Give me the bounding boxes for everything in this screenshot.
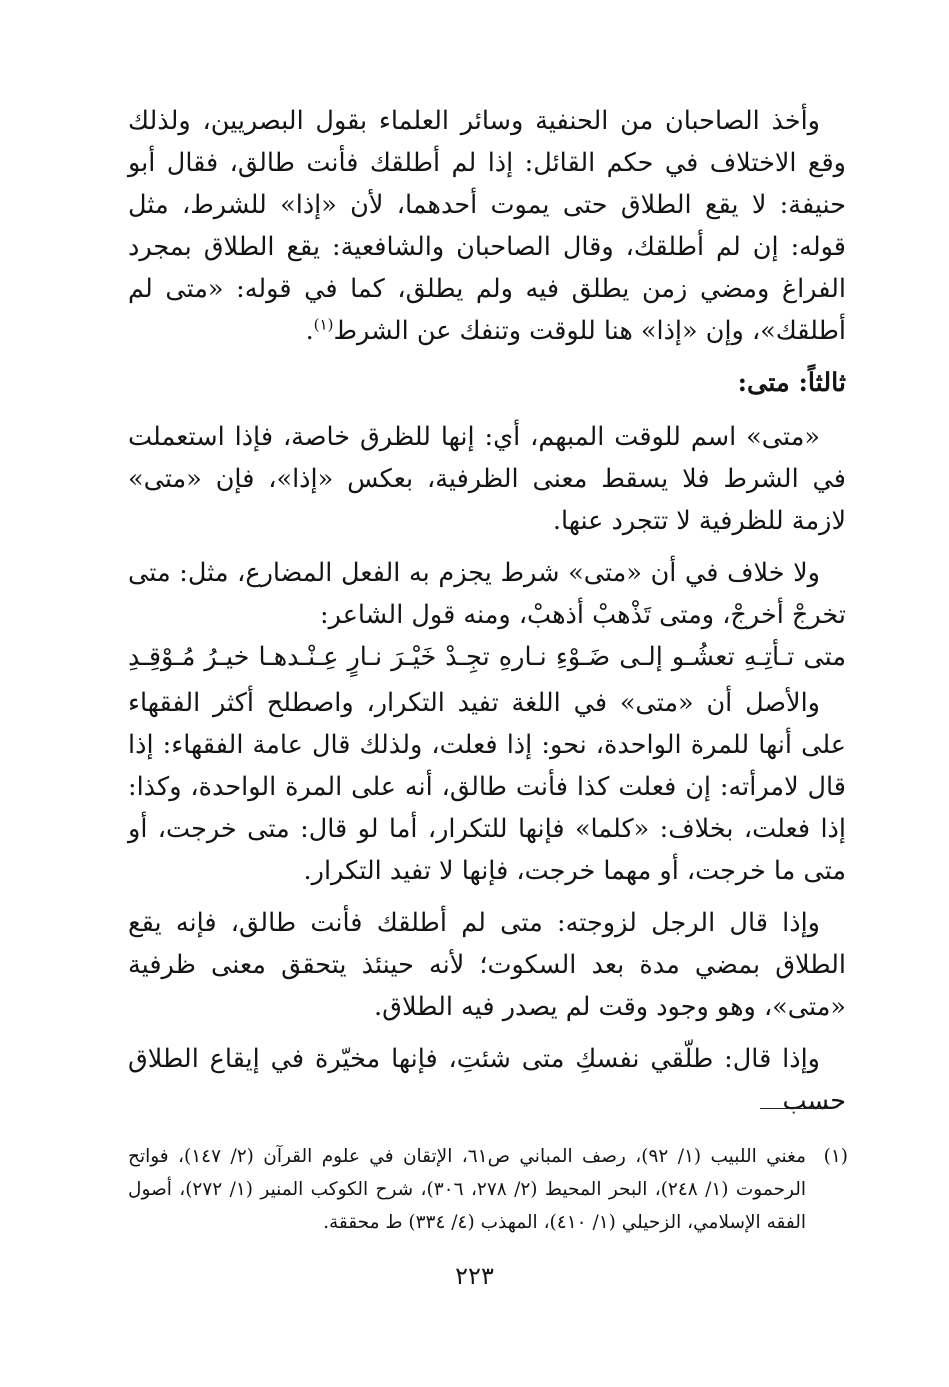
footnote-separator: [760, 1108, 830, 1109]
paragraph-2: «متى» اسم للوقت المبهم، أي: إنها للظرق خاصة، فإذا استعملت في الشرط فلا يسقط معنى الظرفية، بعكس «إذا»، فإن «متى» لازمة للظرفية لا تتجرد عنها.: [128, 422, 846, 536]
footnote-ref: (١): [313, 315, 334, 334]
page-number: ٢٢٣: [455, 1262, 494, 1290]
paragraph-6: وإذا قال: طلّقي نفسكِ متى شئتِ، فإنها مخيّرة في إيقاع الطلاق حسب: [128, 1044, 846, 1116]
paragraph-1-text: وأخذ الصاحبان من الحنفية وسائر العلماء بقول البصريين، ولذلك وقع الاختلاف في حكم القائل: إذا لم أطلقك فأنت طالق، فقال أبو حنيفة: لا يقع الطلاق حتى يموت أحدهما، لأن «إذا» للشرط، مثل قوله: إن لم أطلقك، وقال الصاحبان والشافعية: يقع الطلاق بمجرد الفراغ ومضي زمن يطلق فيه ولم يطلق، كما في قوله: «متى لم أطلقك»، وإن «إذا» هنا للوقت وتنفك عن الشرط: [128, 106, 846, 346]
paragraph-1: [128, 100, 846, 352]
poetry-verse: متى تـأتِـهِ تعشُـو إلـى ضَـوْءِ نـارهِ تجِـدْ خَيْـرَ نـارٍ عِـنْـدهـا خيـرُ مُـوْقِـدِ: [128, 642, 846, 672]
main-text: [128, 100, 846, 1132]
paragraph-3: ولا خلاف في أن «متى» شرط يجزم به الفعل المضارع، مثل: متى تخرجْ أخرجْ، ومتى تَذْهبْ أذهبْ، ومنه قول الشاعر:: [128, 558, 846, 630]
paragraph-4: والأصل أن «متى» في اللغة تفيد التكرار، واصطلح أكثر الفقهاء على أنها للمرة الواحدة، نحو: إذا فعلت، ولذلك قال عامة الفقهاء: إذا قال لامرأته: إن فعلت كذا فأنت طالق، أنه على المرة الواحدة، وكذا: إذا فعلت، بخلاف: «كلما» فإنها للتكرار، أما لو قال: متى خرجت، أو متى ما خرجت، أو مهما خرجت، فإنها لا تفيد التكرار.: [128, 688, 846, 886]
paragraph-5: وإذا قال الرجل لزوجته: متى لم أطلقك فأنت طالق، فإنه يقع الطلاق بمضي مدة بعد السكوت؛ لأنه حينئذ يتحقق معنى ظرفية «متى»، وهو وجود وقت لم يصدر فيه الطلاق.: [128, 908, 846, 1022]
section-heading: ثالثاً: متى:: [737, 368, 846, 398]
footnote-text: مغني اللبيب (١/ ٩٢)، رصف المباني ص٦١، الإتقان في علوم القرآن (٢/ ١٤٧)، فواتح الرحموت (١/ ٢٤٨)، البحر المحيط (٢/ ٢٧٨، ٣٠٦)، شرح الكوكب المنير (١/ ٢٧٢)، أصول الفقه الإسلامي، الزحيلي (١/ ٤١٠)، المهذب (٤/ ٣٣٤) ط محققة.: [128, 1146, 806, 1233]
footnote: [128, 1140, 848, 1239]
footnote-marker: (١): [823, 1146, 848, 1167]
paragraph-1-end: .: [305, 316, 314, 346]
